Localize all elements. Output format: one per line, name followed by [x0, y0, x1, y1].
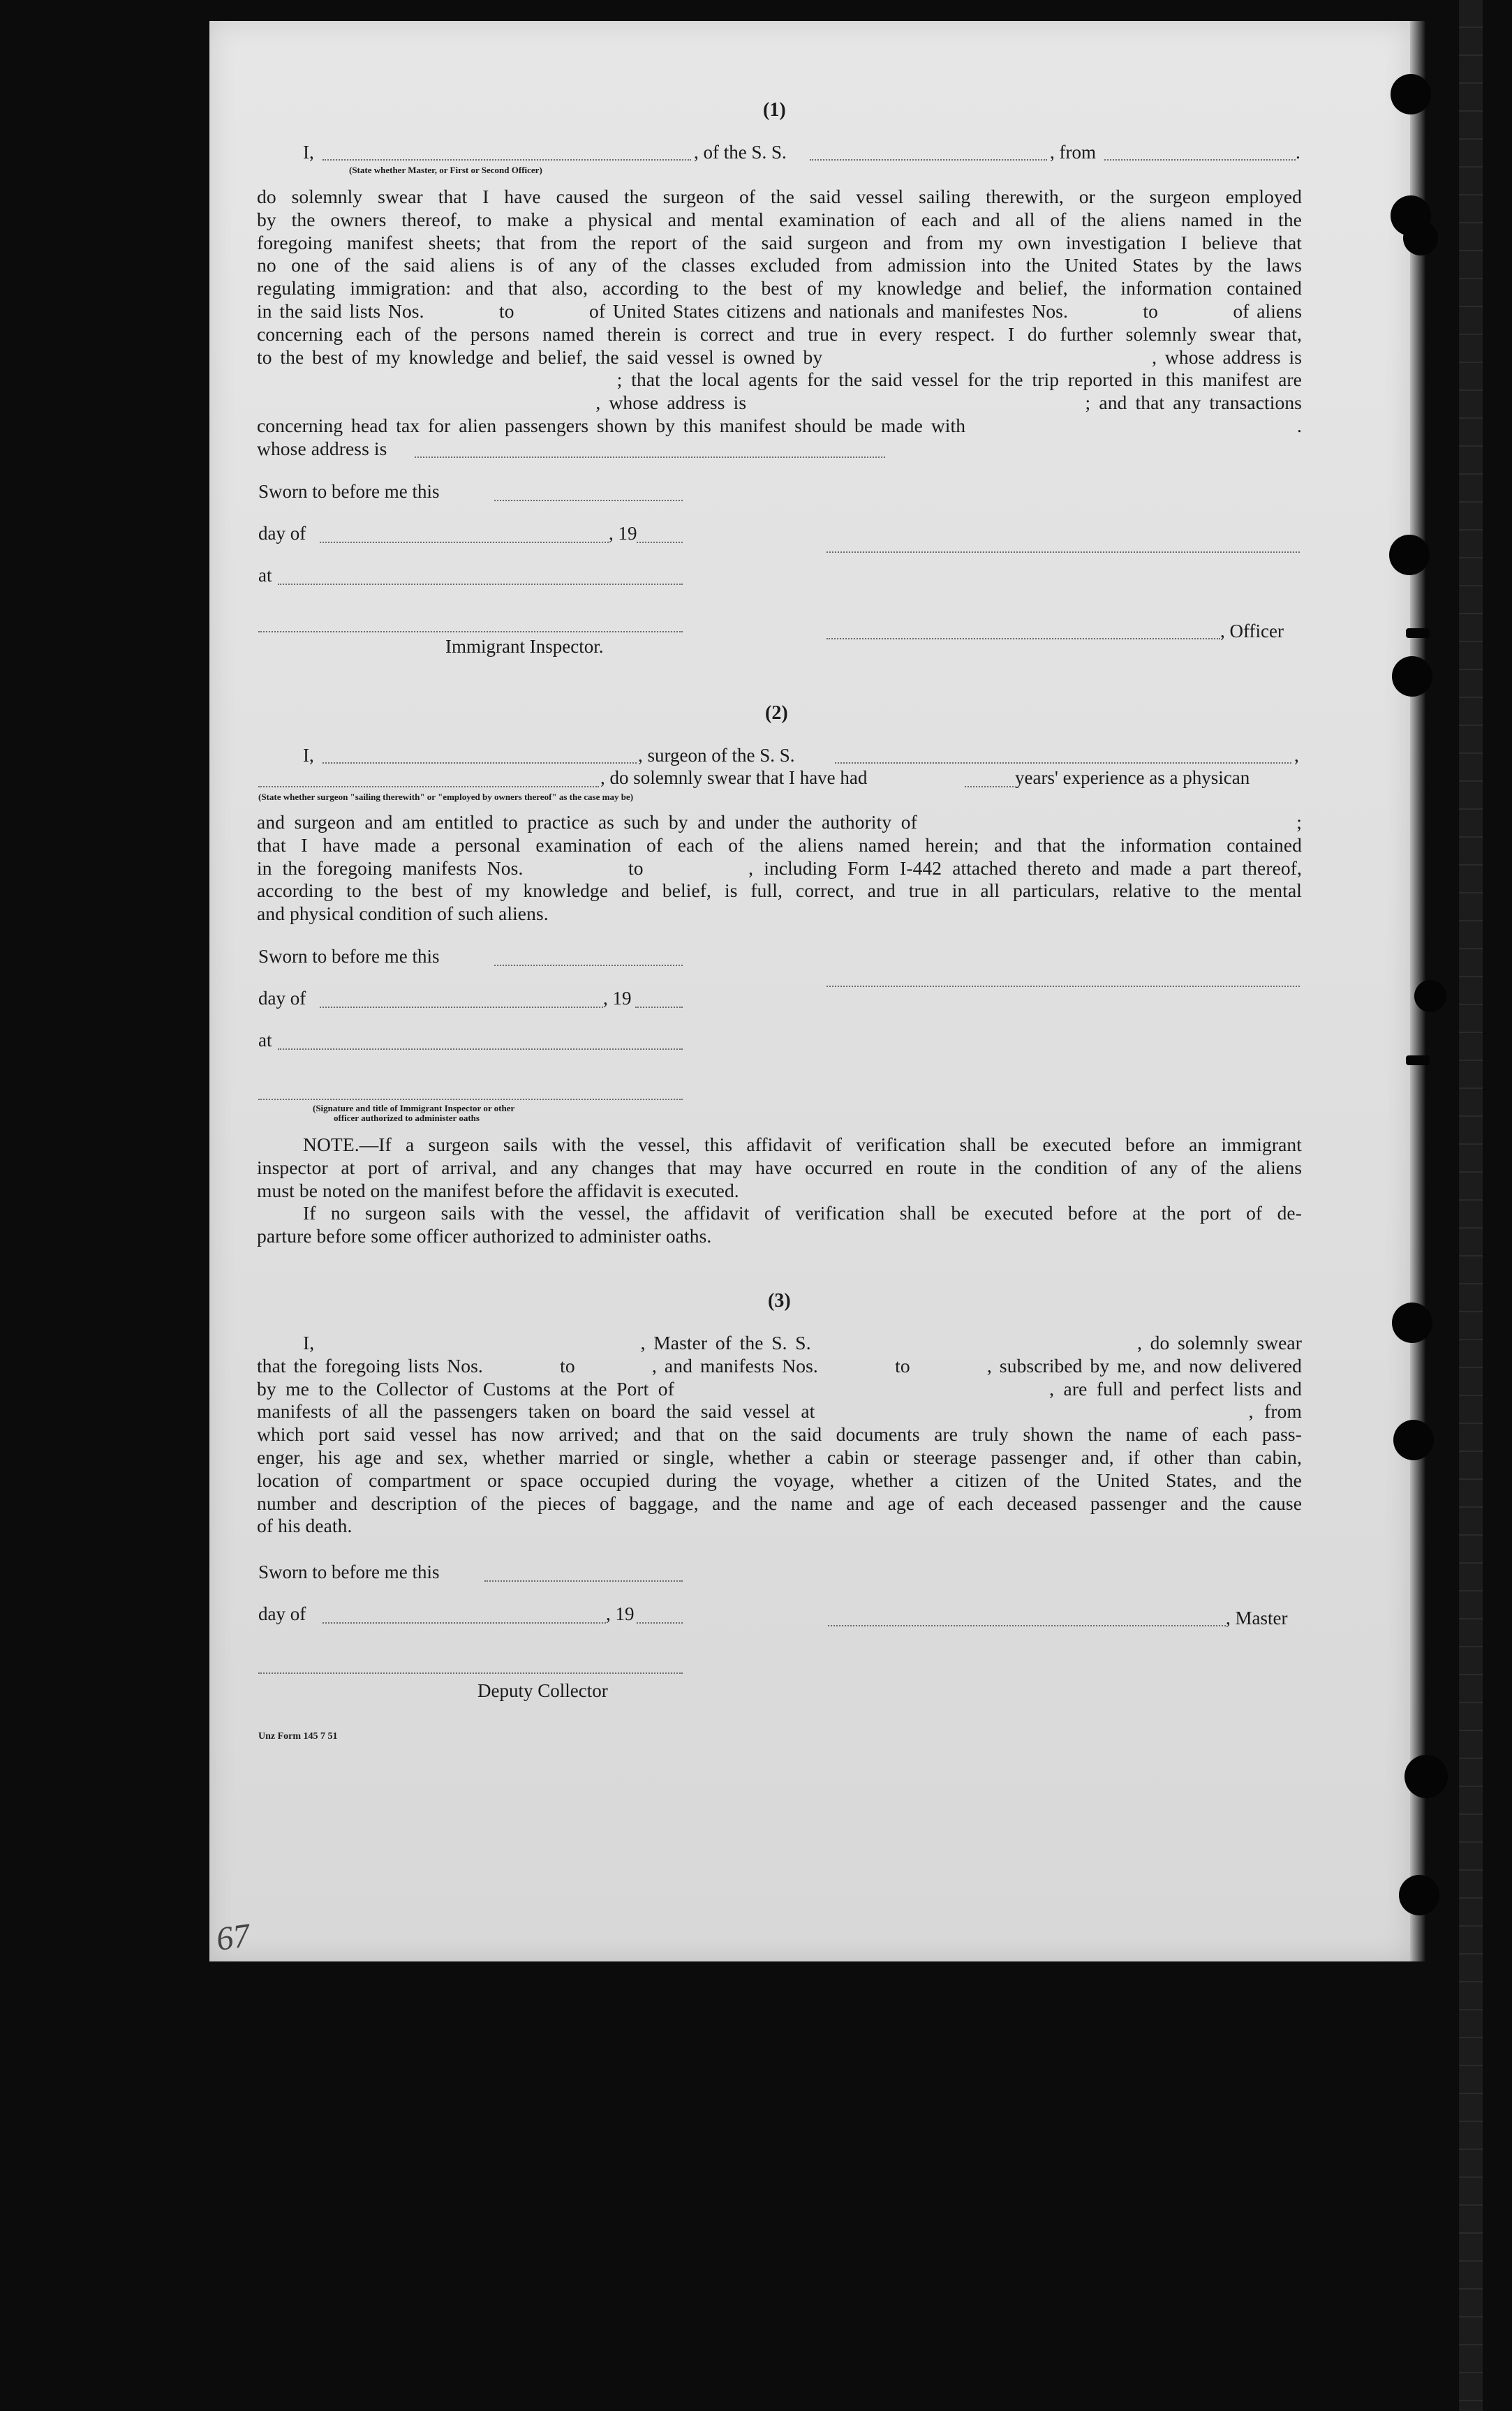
at-label-2: at [258, 1030, 272, 1051]
officer-label: , Officer [1220, 621, 1284, 641]
section-3-heading: (3) [768, 1290, 791, 1312]
sworn-date-field-3[interactable] [484, 1580, 683, 1582]
signature-note-2: officer authorized to administer oaths [334, 1113, 480, 1123]
note-line: must be noted on the manifest before the affidavit is executed. [257, 1179, 739, 1201]
punch-mark [1406, 628, 1430, 638]
signature-note-1: (Signature and title of Immigrant Inspector or other [313, 1103, 515, 1113]
body-line: ; that the local agents for the said vessel for the trip reported in this manifest are [257, 369, 1302, 391]
section-1-period: . [1296, 142, 1300, 163]
body-line: by the owners thereof, to make a physical and mental examination of each and all of the aliens named in the [257, 208, 1302, 230]
year-label-1: , 19 [609, 523, 637, 544]
note-line: If no surgeon sails with the vessel, the affidavit of verification shall be executed before at the port of de- [303, 1202, 1302, 1224]
note-line: NOTE.—If a surgeon sails with the vessel, this affidavit of verification shall be executed before an immigrant [303, 1134, 1302, 1155]
officer-note: (State whether Master, or First or Second Officer) [349, 165, 542, 175]
body-line: do solemnly swear that I have caused the surgeon of the said vessel sailing therewith, or the surgeon employed [257, 186, 1302, 207]
punch-hole [1414, 980, 1446, 1012]
from-port-field[interactable] [1104, 159, 1296, 161]
section-2-i: I, [303, 745, 314, 766]
month-field-1[interactable] [320, 542, 609, 543]
officer-name-field[interactable] [323, 159, 691, 161]
from-label: , from [1050, 142, 1096, 163]
margin-mark: 67 [214, 1916, 253, 1959]
note-paragraph [257, 1134, 1302, 1202]
punch-hole [1403, 221, 1438, 255]
punch-hole [1393, 1420, 1434, 1460]
sworn-date-field-2[interactable] [494, 965, 683, 966]
body-line: that I have made a personal examination of each of the aliens named herein; and that the information contained [257, 833, 1302, 856]
years-experience-label: years' experience as a physican [1015, 767, 1250, 788]
note-paragraph-2 [257, 1202, 1302, 1248]
year-label-2: , 19 [603, 988, 632, 1009]
sworn-date-field-1[interactable] [494, 500, 683, 501]
sworn-label-2: Sworn to before me this [258, 946, 440, 967]
master-label: , Master [1226, 1608, 1288, 1629]
surgeon-name-field[interactable] [323, 762, 637, 764]
day-of-label-3: day of [258, 1603, 306, 1624]
comma: , [1294, 745, 1299, 766]
body-line: which port said vessel has now arrived; and that on the said documents are truly shown the name of each pass- [257, 1423, 1302, 1446]
body-line: no one of the said aliens is of any of the classes excluded from admission into the United States by the laws [257, 254, 1302, 276]
place-field-2[interactable] [278, 1048, 683, 1050]
signature-field-1[interactable] [827, 551, 1300, 553]
punch-hole [1389, 535, 1430, 575]
year-field-1[interactable] [637, 542, 683, 543]
place-field-1[interactable] [278, 584, 683, 585]
body-line: that the foregoing lists Nos. to , and manifests Nos. to , subscribed by me, and now delivered [257, 1354, 1302, 1377]
body-line: manifests of all the passengers taken on board the said vessel at , from [257, 1400, 1302, 1423]
year-label-3: , 19 [606, 1603, 635, 1624]
vessel-name-field-2[interactable] [835, 762, 1291, 764]
sworn-label-3: Sworn to before me this [258, 1561, 440, 1582]
body-line: regulating immigration: and that also, according to the best of my knowledge and belief, the information contained [257, 277, 1302, 299]
master-signature-field[interactable] [828, 1625, 1226, 1626]
years-field[interactable] [965, 786, 1014, 787]
deputy-label: Deputy Collector [477, 1680, 608, 1701]
day-of-label-1: day of [258, 523, 306, 544]
inspector-signature-field[interactable] [258, 631, 683, 632]
body-line: concerning head tax for alien passengers shown by this manifest should be made with . [257, 414, 1302, 436]
section-1-i: I, [303, 142, 314, 163]
body-line: , whose address is ; and that any transactions [257, 392, 1302, 414]
month-field-2[interactable] [320, 1007, 603, 1008]
surgeon-status-field[interactable] [258, 786, 599, 787]
vessel-name-field[interactable] [810, 159, 1047, 161]
year-field-2[interactable] [635, 1007, 683, 1008]
scan-border [1459, 0, 1483, 2411]
body-line: number and description of the pieces of baggage, and the name and age of each deceased passenger and the cause [257, 1492, 1302, 1514]
body-line: in the said lists Nos. to of United States citizens and nationals and manifestes Nos. to of aliens [257, 299, 1302, 322]
body-line: according to the best of my knowledge and belief, is full, correct, and true in all particulars, relative to the mental [257, 880, 1302, 902]
deputy-signature-field[interactable] [258, 1672, 683, 1674]
section-2-body [257, 811, 1302, 926]
body-line: concerning each of the persons named therein is correct and true in every respect. I do further solemnly swear that, [257, 322, 1302, 345]
surgeon-of-ss-label: , surgeon of the S. S. [638, 745, 795, 766]
inspector-label: Immigrant Inspector. [445, 636, 604, 657]
punch-hole [1404, 1755, 1448, 1798]
swear-years-label: , do solemnly swear that I have had [600, 767, 868, 788]
year-field-3[interactable] [637, 1622, 683, 1624]
month-field-3[interactable] [323, 1622, 606, 1624]
day-of-label-2: day of [258, 988, 306, 1009]
body-line: to the best of my knowledge and belief, the said vessel is owned by , whose address is [257, 346, 1302, 368]
body-line: foregoing manifest sheets; that from the report of the said surgeon and from my own investigation I believe that [257, 231, 1302, 253]
body-line: enger, his age and sex, whether married or single, whether a cabin or steerage passenger and, if other than cabin, [257, 1446, 1302, 1468]
note-line: parture before some officer authorized to administer oaths. [257, 1224, 712, 1247]
body-line: location of compartment or space occupied during the voyage, whether a citizen of the United States, and the [257, 1469, 1302, 1491]
section-1-heading: (1) [763, 99, 786, 121]
sworn-label-1: Sworn to before me this [258, 481, 440, 502]
punch-hole [1391, 74, 1431, 114]
authorized-signature-field[interactable] [258, 1099, 683, 1100]
body-line: of his death. [257, 1515, 353, 1537]
note-line: inspector at port of arrival, and any changes that may have occurred en route in the condition of any of the aliens [257, 1156, 1302, 1178]
form-number: Unz Form 145 7 51 [258, 1731, 338, 1742]
body-line: whose address is [257, 437, 387, 459]
section-3-body [257, 1332, 1302, 1538]
body-line: and surgeon and am entitled to practice as such by and under the authority of ; [257, 811, 1302, 833]
at-label-1: at [258, 565, 272, 586]
punch-mark [1406, 1055, 1430, 1065]
of-the-ss-label: , of the S. S. [694, 142, 787, 163]
punch-hole [1392, 656, 1432, 697]
address-field[interactable] [415, 457, 885, 458]
body-line: I, , Master of the S. S. , do solemnly swear [303, 1332, 1302, 1353]
body-line: and physical condition of such aliens. [257, 903, 549, 925]
signature-field-2[interactable] [827, 986, 1300, 987]
punch-hole [1392, 1303, 1432, 1343]
section-1-body [257, 186, 1302, 461]
body-line: in the foregoing manifests Nos. to , including Form I-442 attached thereto and made a part thereof, [257, 856, 1302, 879]
punch-hole [1399, 1875, 1439, 1915]
section-2-heading: (2) [765, 702, 788, 724]
body-line: by me to the Collector of Customs at the Port of , are full and perfect lists and [257, 1377, 1302, 1400]
surgeon-note: (State whether surgeon "sailing therewith" or "employed by owners thereof" as the case may be) [258, 792, 634, 802]
officer-signature-field[interactable] [827, 638, 1220, 639]
